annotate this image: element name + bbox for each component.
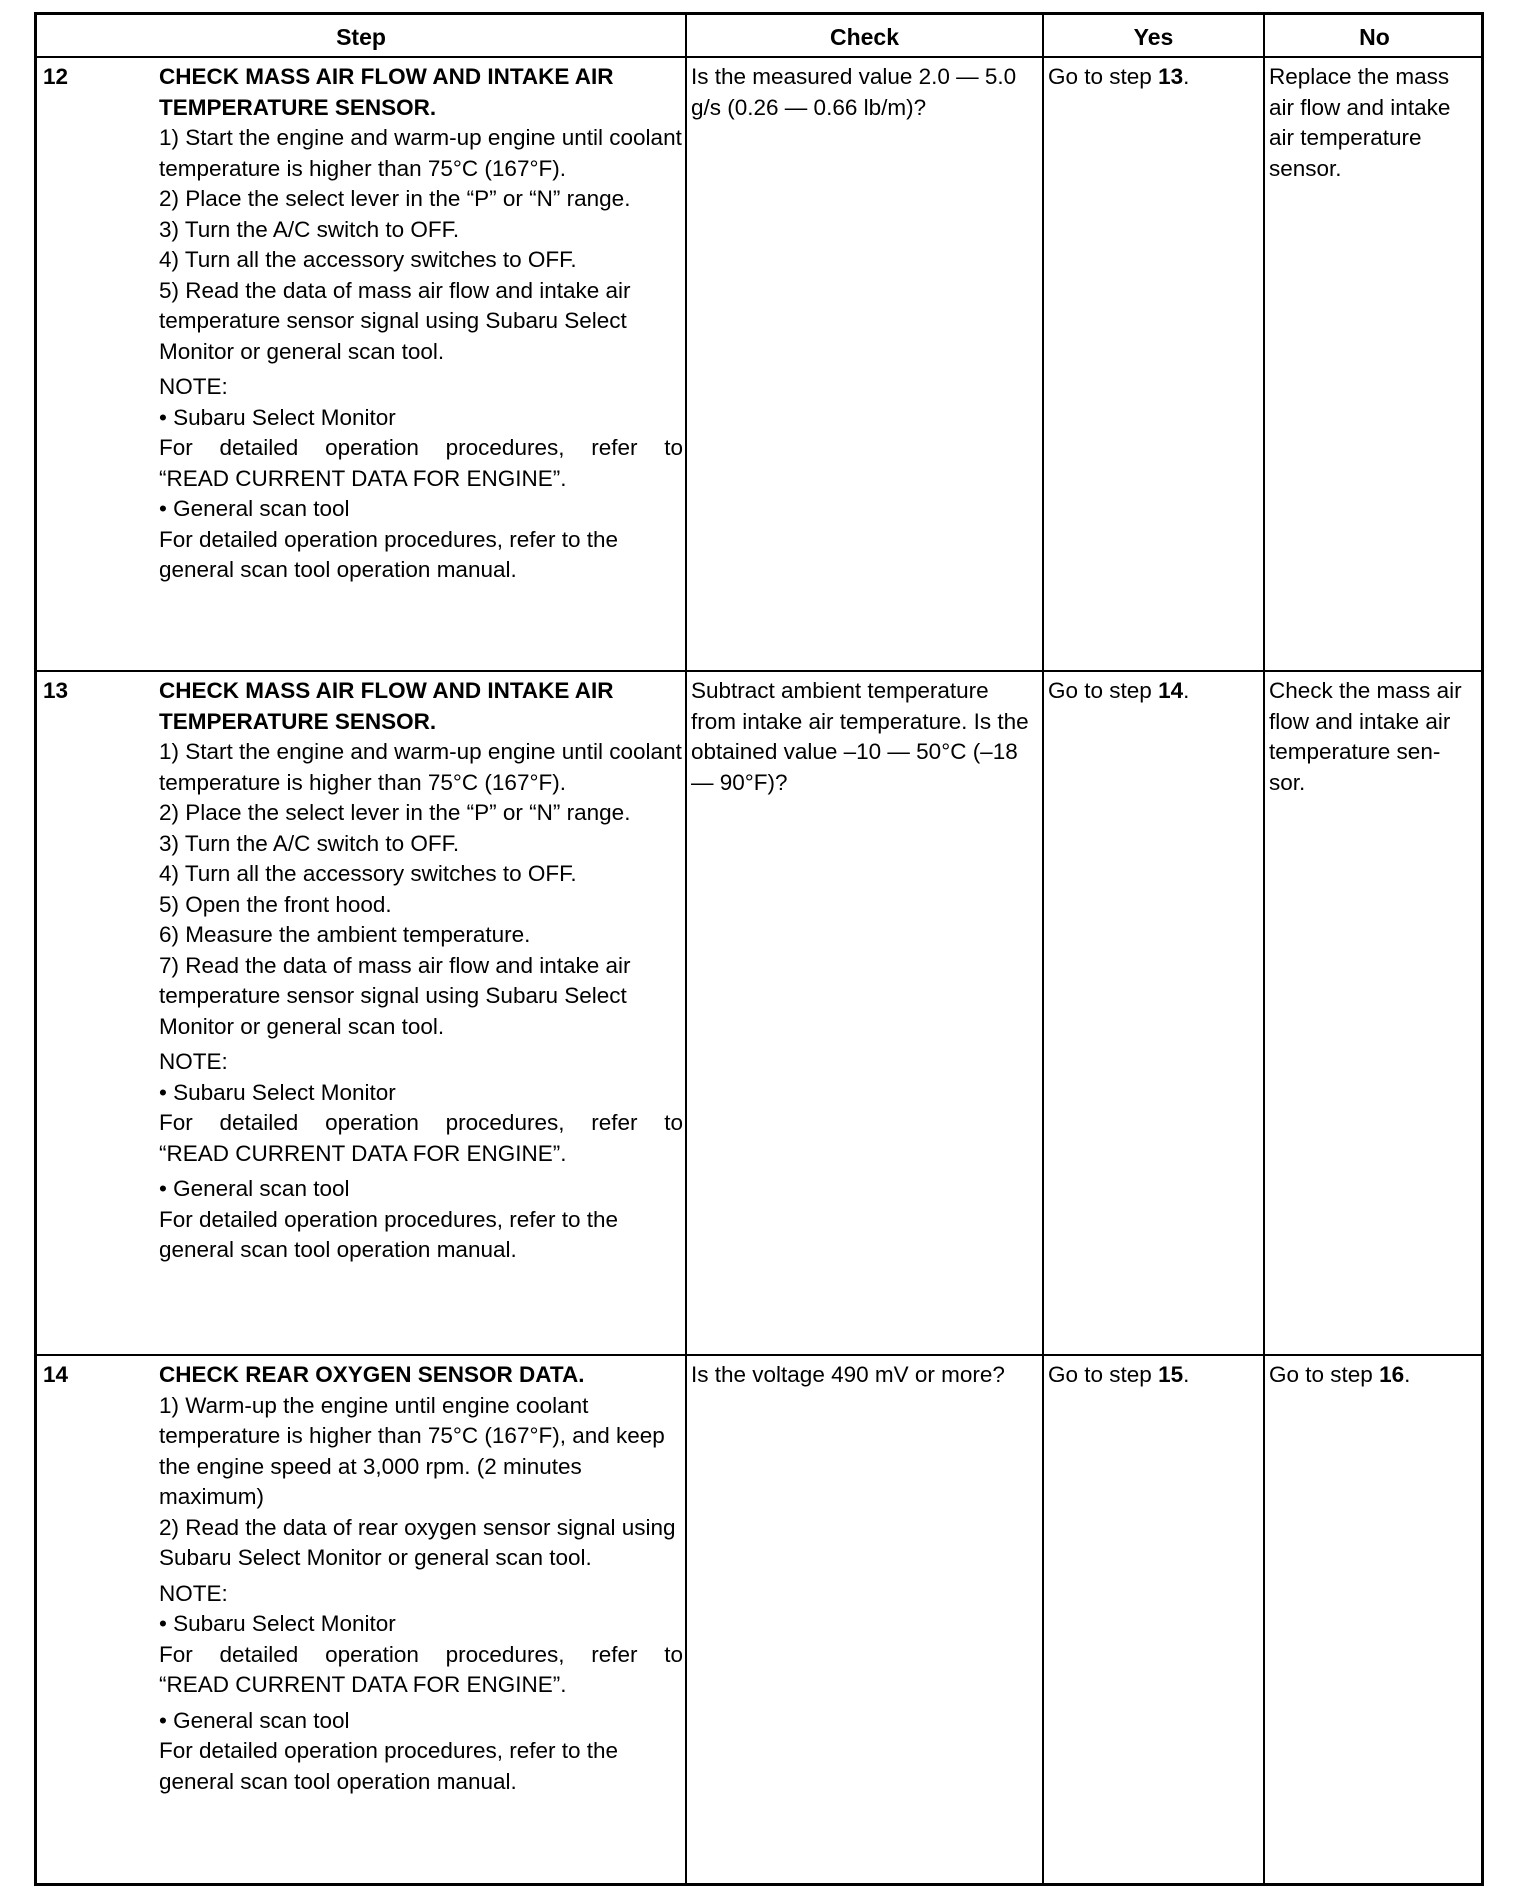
yes-action [1048,1356,1258,1391]
step-item: 3) Turn the A/C switch to OFF. [159,830,460,856]
note-label: NOTE: [159,1049,228,1074]
yes-action-text: Go to step [1048,678,1159,703]
step-number: 12 [43,64,69,89]
note-label: NOTE: [159,374,228,399]
note-reference: “READ CURRENT DATA FOR ENGINE”. [159,465,567,491]
step-item: 2) Place the select lever in the “P” or “N” range. [159,800,631,825]
header-check: Check [829,24,900,50]
step-item: 5) Read the data of mass air flow and intake air temperature sensor signal using Subaru Select Monitor or general scan tool. [159,277,631,364]
yes-action-suffix: . [1183,1362,1190,1387]
note-reference: For detailed operation procedures, refer to the general scan tool operation manual. [159,1738,619,1794]
note-bullet: • Subaru Select Monitor [159,404,396,430]
note-reference: For detailed operation procedures, refer to [159,1110,683,1135]
step-item: 6) Measure the ambient temperature. [159,922,531,947]
step-item: 1) Start the engine and warm-up engine until coolant temperature is higher than 75°C (167°F). [159,125,682,181]
yes-action [1048,58,1258,93]
note-reference: For detailed operation procedures, refer to the general scan tool operation manual. [159,526,619,582]
yes-action-text: Go to step [1048,64,1159,89]
note-bullet: • Subaru Select Monitor [159,1079,396,1105]
no-step-number: 16 [1379,1362,1405,1387]
yes-action [1048,672,1258,707]
check-question: Is the voltage 490 mV or more? [691,1362,1005,1387]
step-number: 14 [43,1362,69,1387]
note-reference: “READ CURRENT DATA FOR ENGINE”. [159,1140,567,1166]
step-instructions [159,1356,683,1797]
no-action: Check the mass air flow and intake air temperature sen- sor. [1269,678,1462,795]
check-question: Is the measured value 2.0 — 5.0 g/s (0.26 — 0.66 lb/m)? [691,64,1017,120]
table-row [37,1356,1481,1886]
no-action-text: Go to step [1269,1362,1380,1387]
step-item: 4) Turn all the accessory switches to OFF. [159,247,577,272]
step-instructions [159,672,683,1266]
step-item: 4) Turn all the accessory switches to OFF. [159,861,577,886]
yes-step-number: 14 [1158,678,1184,703]
step-number: 13 [43,678,69,703]
header-yes: Yes [1133,24,1174,50]
note-bullet: • General scan tool [159,1707,350,1733]
header-no: No [1359,24,1390,50]
yes-action-suffix: . [1183,678,1190,703]
step-title: CHECK MASS AIR FLOW AND INTAKE AIR TEMPERATURE SENSOR. [159,64,614,120]
note-bullet: • General scan tool [159,496,350,521]
table-row [37,58,1481,670]
note-bullet: • Subaru Select Monitor [159,1611,396,1636]
yes-action-text: Go to step [1048,1362,1159,1387]
no-action [1269,1356,1479,1391]
note-reference: For detailed operation procedures, refer to [159,435,683,460]
no-action-suffix: . [1404,1362,1411,1387]
yes-action-suffix: . [1183,64,1190,89]
step-title: CHECK REAR OXYGEN SENSOR DATA. [159,1362,585,1387]
step-instructions [159,58,683,586]
note-reference: For detailed operation procedures, refer to [159,1641,683,1667]
check-question: Subtract ambient temperature from intake air temperature. Is the obtained value –10 — 50°C (–18 — 90°F)? [691,678,1029,795]
step-item: 7) Read the data of mass air flow and intake air temperature sensor signal using Subaru Select Monitor or general scan tool. [159,952,631,1039]
step-item: 1) Warm-up the engine until engine coolant temperature is higher than 75°C (167°F), and keep the engine speed at 3,000 rpm. (2 minutes maximum) [159,1392,665,1509]
step-item: 2) Place the select lever in the “P” or “N” range. [159,186,631,211]
yes-step-number: 15 [1158,1362,1184,1387]
note-label: NOTE: [159,1580,228,1606]
note-reference: “READ CURRENT DATA FOR ENGINE”. [159,1672,567,1697]
diagnostic-table [34,12,1484,1886]
note-bullet: • General scan tool [159,1176,350,1201]
step-item: 1) Start the engine and warm-up engine until coolant temperature is higher than 75°C (167°F). [159,739,682,795]
note-reference: For detailed operation procedures, refer to the general scan tool operation manual. [159,1206,619,1262]
no-action: Replace the mass air flow and intake air temperature sensor. [1269,64,1451,181]
step-title: CHECK MASS AIR FLOW AND INTAKE AIR TEMPERATURE SENSOR. [159,678,614,734]
step-item: 5) Open the front hood. [159,891,392,917]
table-row [37,672,1481,1354]
yes-step-number: 13 [1158,64,1184,89]
header-step: Step [336,24,386,50]
step-item: 2) Read the data of rear oxygen sensor signal using Subaru Select Monitor or general scan tool. [159,1514,676,1570]
step-item: 3) Turn the A/C switch to OFF. [159,216,460,242]
